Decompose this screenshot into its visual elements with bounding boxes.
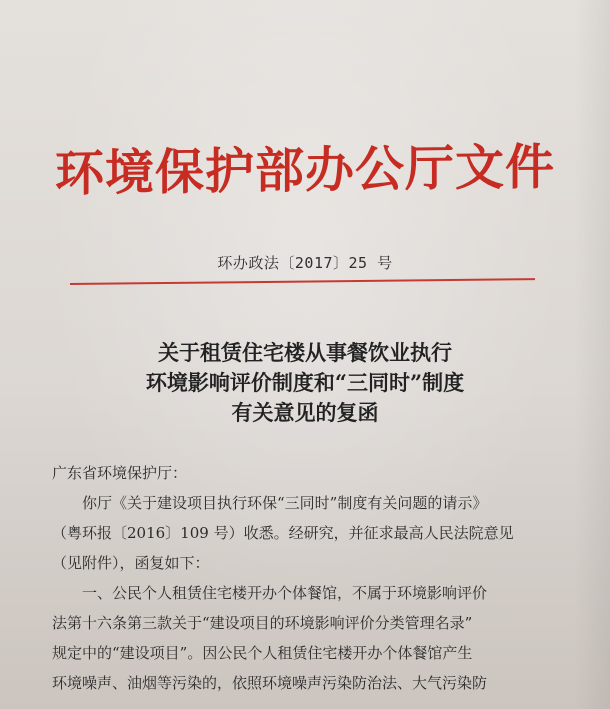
- title-line: 有关意见的复函: [231, 400, 379, 425]
- body-line: 一、公民个人租赁住宅楼开办个体餐馆，不属于环境影响评价: [52, 584, 488, 602]
- body-line: 环境噪声、油烟等污染的，依照环境噪声污染防治法、大气污染防: [52, 674, 488, 692]
- title-line: 环境影响评价制度和“三同时”制度: [145, 370, 465, 395]
- body-line: 你厅《关于建设项目执行环保“三同时”制度有关问题的请示》: [52, 494, 488, 512]
- issuer-header: 环境保护部办公厅文件: [54, 137, 555, 203]
- body-line: 规定中的“建设项目”。因公民个人租赁住宅楼开办个体餐馆产生: [52, 644, 473, 662]
- body-line: （粤环报〔2016〕109 号）收悉。经研究，并征求最高人民法院意见: [52, 524, 514, 542]
- document-body: [52, 458, 572, 698]
- paper-shadow: [574, 0, 610, 709]
- document-title: [0, 338, 610, 428]
- body-line: 法第十六条第三款关于“建设项目的环境影响评价分类管理名录”: [52, 614, 473, 632]
- document-number: 环办政法〔2017〕25 号: [217, 254, 393, 272]
- header-divider: [70, 278, 535, 285]
- title-line: 关于租赁住宅楼从事餐饮业执行: [158, 340, 452, 365]
- salutation: 广东省环境保护厅：: [52, 464, 188, 482]
- body-line: （见附件），函复如下：: [52, 554, 210, 572]
